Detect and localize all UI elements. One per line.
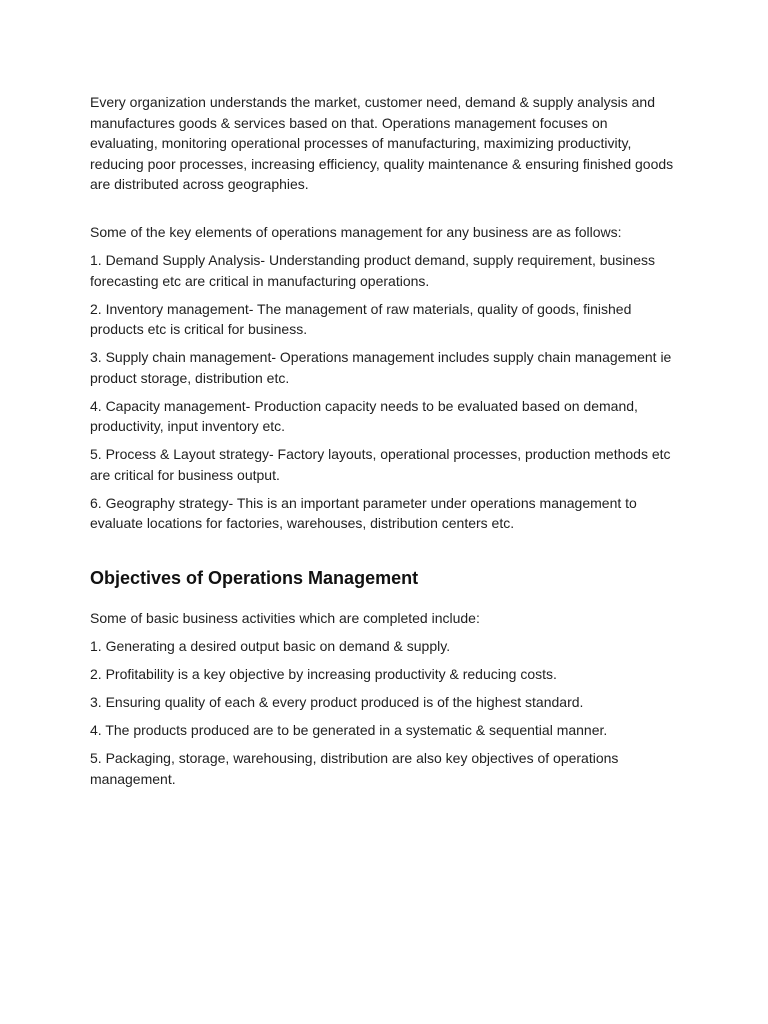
list-item: 4. The products produced are to be generated in a systematic & sequential manner.	[90, 722, 608, 738]
list-item: 5. Packaging, storage, warehousing, distribution are also key objectives of operations management.	[90, 750, 619, 787]
list-item: 1. Demand Supply Analysis- Understanding product demand, supply requirement, business forecasting etc are critical in manufacturing operations.	[90, 252, 655, 289]
objectives-lead: Some of basic business activities which are completed include:	[90, 609, 480, 626]
section-heading: Objectives of Operations Management	[90, 567, 419, 588]
list-item: 6. Geography strategy- This is an important parameter under operations management to evaluate locations for factories, warehouses, distribution centers etc.	[90, 494, 637, 531]
intro-paragraph: Every organization understands the market, customer need, demand & supply analysis and manufactures goods & services based on that. Operations management focuses on evaluating, monitoring operational processes of manufacturing, maximizing productivity, reducing poor processes, increasing efficiency, quality maintenance & ensuring finished goods are distributed across geographies.	[90, 94, 674, 192]
key-elements-list	[90, 250, 678, 534]
key-elements-section	[90, 222, 678, 534]
list-item: 3. Ensuring quality of each & every product produced is of the highest standard.	[90, 694, 584, 710]
objectives-section	[90, 566, 678, 790]
list-item: 2. Inventory management- The management of raw materials, quality of goods, finished products etc is critical for business.	[90, 300, 632, 337]
list-item: 3. Supply chain management- Operations management includes supply chain management ie product storage, distribution etc.	[90, 349, 672, 386]
key-elements-lead: Some of the key elements of operations management for any business are as follows:	[90, 223, 622, 240]
objectives-list	[90, 636, 678, 789]
list-item: 1. Generating a desired output basic on demand & supply.	[90, 638, 451, 654]
list-item: 2. Profitability is a key objective by increasing productivity & reducing costs.	[90, 666, 557, 682]
list-item: 4. Capacity management- Production capacity needs to be evaluated based on demand, productivity, input inventory etc.	[90, 397, 638, 434]
list-item: 5. Process & Layout strategy- Factory layouts, operational processes, production methods etc are critical for business output.	[90, 446, 671, 483]
